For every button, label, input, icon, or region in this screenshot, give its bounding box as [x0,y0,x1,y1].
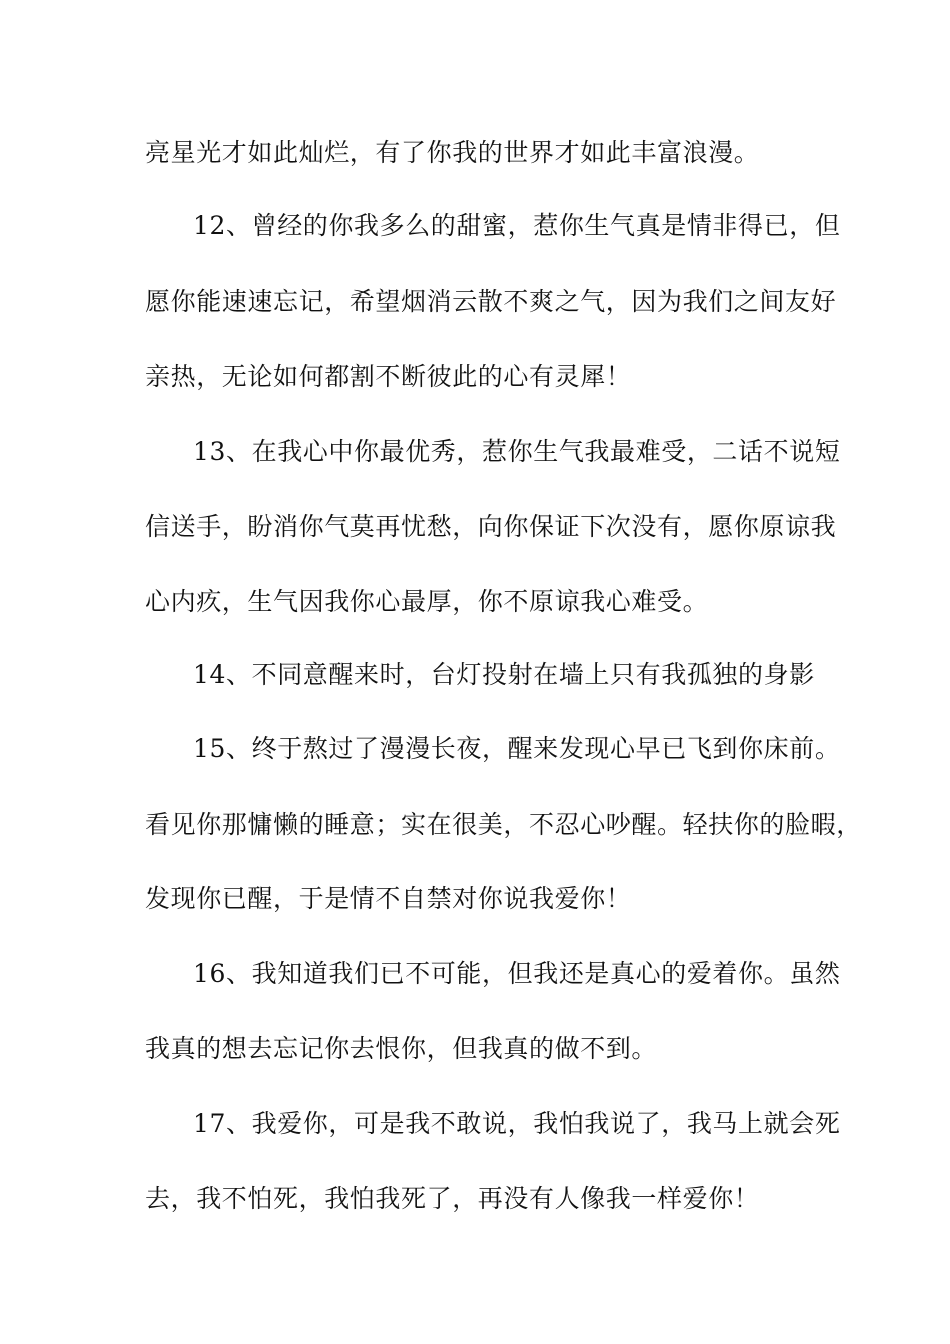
text-line: 亲热，无论如何都割不断彼此的心有灵犀！ [145,362,632,391]
text-line: 发现你已醒，于是情不自禁对你说我爱你！ [145,884,632,913]
text-line: 看见你那慵懒的睡意；实在很美，不忍心吵醒。轻扶你的脸暇， [145,810,862,839]
paragraph-14-line-1: 14、不同意醒来时，台灯投射在墙上只有我孤独的身影 [193,660,815,689]
text-line: 我真的想去忘记你去恨你，但我真的做不到。 [145,1034,658,1063]
text-line: 亮星光才如此灿烂，有了你我的世界才如此丰富浪漫。 [145,138,760,167]
text-line: 信送手，盼消你气莫再忧愁，向你保证下次没有，愿你原谅我 [145,512,837,541]
text-line: 愿你能速速忘记，希望烟消云散不爽之气，因为我们之间友好 [145,287,837,316]
paragraph-17-line-1: 17、我爱你，可是我不敢说，我怕我说了，我马上就会死 [193,1109,841,1138]
paragraph-16-line-1: 16、我知道我们已不可能，但我还是真心的爱着你。虽然 [193,959,841,988]
paragraph-15-line-1: 15、终于熬过了漫漫长夜，醒来发现心早已飞到你床前。 [193,734,841,763]
text-line: 心内疚，生气因我你心最厚，你不原谅我心难受。 [145,587,709,616]
text-line: 去，我不怕死，我怕我死了，再没有人像我一样爱你！ [145,1184,760,1213]
paragraph-13-line-1: 13、在我心中你最优秀，惹你生气我最难受，二话不说短 [193,437,841,466]
paragraph-12-line-1: 12、曾经的你我多么的甜蜜，惹你生气真是情非得已，但 [193,211,841,240]
